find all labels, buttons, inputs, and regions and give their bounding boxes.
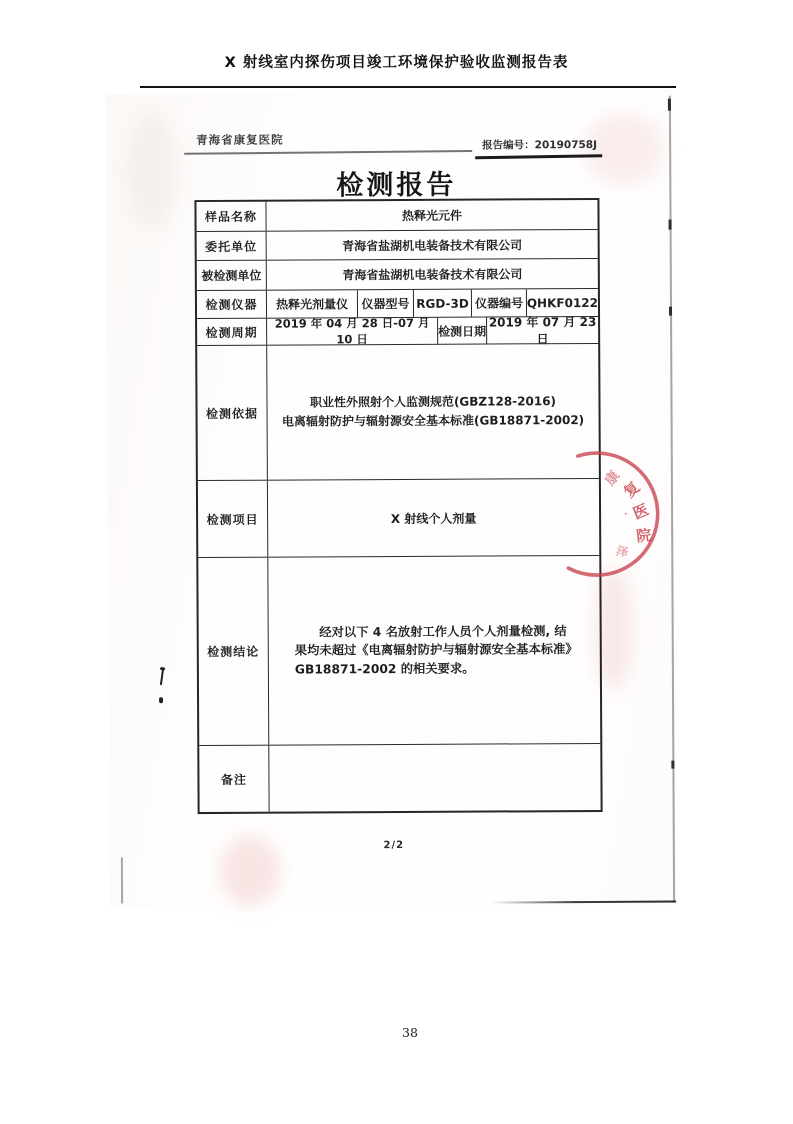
serial-value: QHKF0122 bbox=[526, 295, 599, 310]
model-label: 仪器型号 bbox=[358, 290, 414, 317]
report-title: 检测报告 bbox=[336, 169, 457, 202]
instrument-name: 热释光剂量仪 bbox=[267, 290, 358, 317]
scan-edge-line-left bbox=[121, 857, 123, 903]
standard-line: 电离辐射防护与辐射源安全基本标准(GB18871-2002) bbox=[282, 413, 585, 429]
row-value: 青海省盐湖机电装备技术有限公司 bbox=[342, 267, 523, 283]
row-label: 检测依据 bbox=[197, 346, 268, 480]
hospital-letterhead: 青海省康复医院 bbox=[196, 132, 284, 148]
document-header-title: X 射线室内探伤项目竣工环境保护验收监测报告表 bbox=[224, 55, 569, 71]
conclusion-cell bbox=[268, 556, 600, 745]
table-row-client bbox=[197, 230, 598, 261]
basis-standards bbox=[267, 344, 599, 480]
row-label: 样品名称 bbox=[196, 202, 266, 231]
seal-character: 院 bbox=[635, 525, 653, 546]
row-label: 委托单位 bbox=[197, 232, 267, 260]
seal-character: 康 bbox=[602, 468, 624, 489]
row-label: 备注 bbox=[199, 746, 269, 812]
test-date-label: 检测日期 bbox=[438, 318, 487, 344]
page-number: 38 bbox=[402, 1025, 418, 1040]
scan-artifact bbox=[669, 307, 672, 316]
serial-label: 仪器编号 bbox=[472, 289, 527, 316]
row-label: 被检测单位 bbox=[197, 261, 267, 290]
table-row-remarks bbox=[199, 744, 600, 812]
scan-ink-mark bbox=[159, 697, 163, 703]
table-row-period bbox=[197, 314, 598, 347]
scan-page-indicator: 2/2 bbox=[383, 839, 405, 852]
model-value: RGD-3D bbox=[414, 290, 473, 317]
row-value: 青海省盐湖机电装备技术有限公司 bbox=[342, 237, 523, 253]
report-number: 报告编号：20190758J bbox=[482, 138, 598, 152]
row-label: 检测结论 bbox=[198, 558, 269, 745]
seal-dot: · bbox=[624, 509, 628, 520]
table-row-sample-name bbox=[196, 200, 597, 232]
scan-artifact bbox=[669, 220, 672, 230]
table-row-inspected-unit bbox=[197, 259, 598, 291]
report-table bbox=[194, 198, 602, 814]
standard-line: 职业性外照射个人监测规范(GBZ128-2016) bbox=[309, 394, 557, 410]
row-value: 热释光元件 bbox=[401, 208, 463, 223]
row-label: 检测仪器 bbox=[197, 291, 267, 318]
row-value: X 射线个人剂量 bbox=[390, 511, 477, 526]
scan-artifact bbox=[671, 761, 674, 769]
conclusion-text: 经对以下 4 名放射工作人员个人剂量检测, 结果均未超过《电离辐射防护与辐射源安全基本标准》GB18871-2002 的相关要求。 bbox=[294, 623, 572, 677]
row-label: 检测周期 bbox=[197, 319, 267, 345]
test-date-value: 2019 年 07 月 23 日 bbox=[488, 314, 597, 347]
seal-character: 医 bbox=[630, 500, 652, 523]
row-value bbox=[269, 744, 600, 812]
table-row-basis bbox=[197, 344, 599, 481]
table-row-items bbox=[198, 479, 599, 558]
seal-character: 复 bbox=[620, 477, 644, 502]
period-value: 2019 年 04 月 28 日-07 月 10 日 bbox=[267, 318, 438, 345]
table-row-conclusion bbox=[198, 556, 600, 746]
seal-character: 泽 bbox=[614, 543, 630, 561]
row-label: 检测项目 bbox=[198, 481, 268, 557]
scan-artifact bbox=[668, 99, 671, 111]
